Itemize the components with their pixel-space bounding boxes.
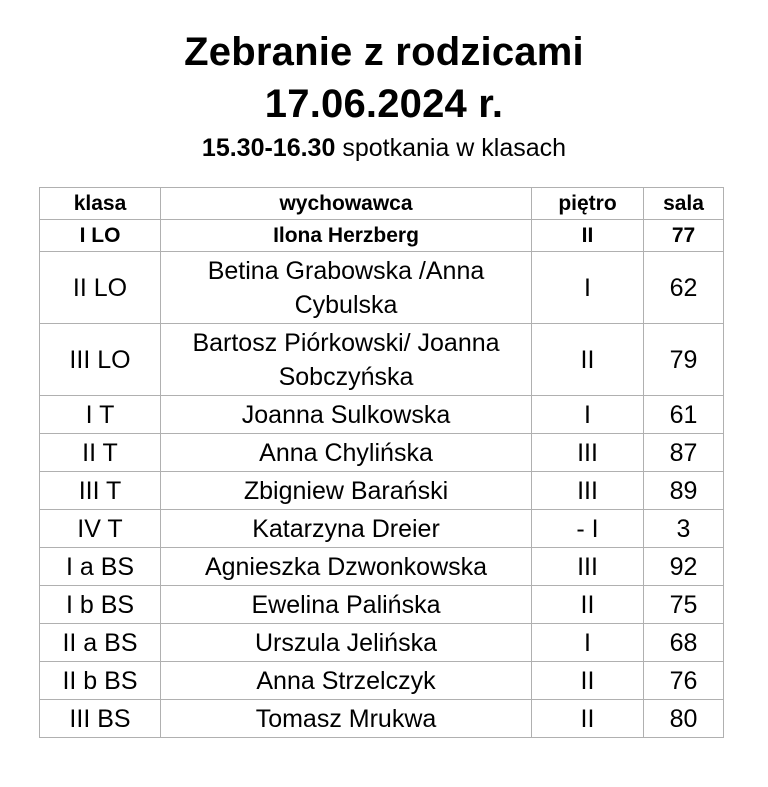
cell-wychowawca: Katarzyna Dreier: [161, 510, 532, 548]
cell-sala: 62: [644, 252, 724, 324]
cell-klasa: III T: [40, 472, 161, 510]
cell-pietro: II: [532, 220, 644, 252]
column-header-wychowawca: wychowawca: [161, 188, 532, 220]
cell-sala: 61: [644, 396, 724, 434]
table-row: [40, 324, 724, 396]
cell-pietro: II: [532, 324, 644, 396]
table-row: [40, 396, 724, 434]
column-header-klasa: klasa: [40, 188, 161, 220]
cell-sala: 79: [644, 324, 724, 396]
class-schedule-table: [39, 187, 724, 738]
table-row: [40, 548, 724, 586]
cell-wychowawca: Urszula Jelińska: [161, 624, 532, 662]
cell-klasa: II T: [40, 434, 161, 472]
cell-wychowawca: Bartosz Piórkowski/ Joanna Sobczyńska: [161, 324, 532, 396]
cell-wychowawca: Tomasz Mrukwa: [161, 700, 532, 738]
table-row: [40, 434, 724, 472]
meeting-time: 15.30-16.30: [201, 134, 336, 162]
cell-wychowawca: Ilona Herzberg: [161, 220, 532, 252]
cell-pietro: II: [532, 662, 644, 700]
cell-klasa: I T: [40, 396, 161, 434]
meeting-description: spotkania w klasach: [335, 134, 567, 162]
cell-wychowawca: Betina Grabowska /Anna Cybulska: [161, 252, 532, 324]
cell-sala: 75: [644, 586, 724, 624]
cell-sala: 80: [644, 700, 724, 738]
meeting-date: 17.06.2024 r.: [264, 82, 504, 126]
cell-wychowawca: Zbigniew Barański: [161, 472, 532, 510]
table-row: [40, 220, 724, 252]
column-header-pietro: piętro: [532, 188, 644, 220]
cell-pietro: II: [532, 586, 644, 624]
cell-sala: 77: [644, 220, 724, 252]
cell-wychowawca: Joanna Sulkowska: [161, 396, 532, 434]
cell-klasa: I LO: [40, 220, 161, 252]
cell-sala: 87: [644, 434, 724, 472]
table-row: [40, 586, 724, 624]
table-row: [40, 662, 724, 700]
cell-pietro: III: [532, 472, 644, 510]
cell-wychowawca: Ewelina Palińska: [161, 586, 532, 624]
cell-klasa: II LO: [40, 252, 161, 324]
cell-sala: 89: [644, 472, 724, 510]
cell-wychowawca: Anna Strzelczyk: [161, 662, 532, 700]
column-header-sala: sala: [644, 188, 724, 220]
cell-pietro: I: [532, 252, 644, 324]
cell-klasa: IV T: [40, 510, 161, 548]
cell-pietro: I: [532, 396, 644, 434]
cell-klasa: I a BS: [40, 548, 161, 586]
cell-wychowawca: Anna Chylińska: [161, 434, 532, 472]
table-row: [40, 700, 724, 738]
cell-klasa: II b BS: [40, 662, 161, 700]
cell-klasa: I b BS: [40, 586, 161, 624]
meeting-subtitle: [0, 130, 768, 166]
cell-pietro: - I: [532, 510, 644, 548]
cell-sala: 68: [644, 624, 724, 662]
page-title: Zebranie z rodzicami: [184, 30, 584, 74]
table-row: [40, 510, 724, 548]
table-row: [40, 252, 724, 324]
cell-pietro: I: [532, 624, 644, 662]
cell-klasa: III BS: [40, 700, 161, 738]
cell-sala: 76: [644, 662, 724, 700]
cell-klasa: II a BS: [40, 624, 161, 662]
cell-pietro: II: [532, 700, 644, 738]
cell-pietro: III: [532, 434, 644, 472]
cell-wychowawca: Agnieszka Dzwonkowska: [161, 548, 532, 586]
table-header-row: [40, 188, 724, 220]
cell-sala: 3: [644, 510, 724, 548]
table-row: [40, 624, 724, 662]
cell-pietro: III: [532, 548, 644, 586]
cell-sala: 92: [644, 548, 724, 586]
table-row: [40, 472, 724, 510]
cell-klasa: III LO: [40, 324, 161, 396]
